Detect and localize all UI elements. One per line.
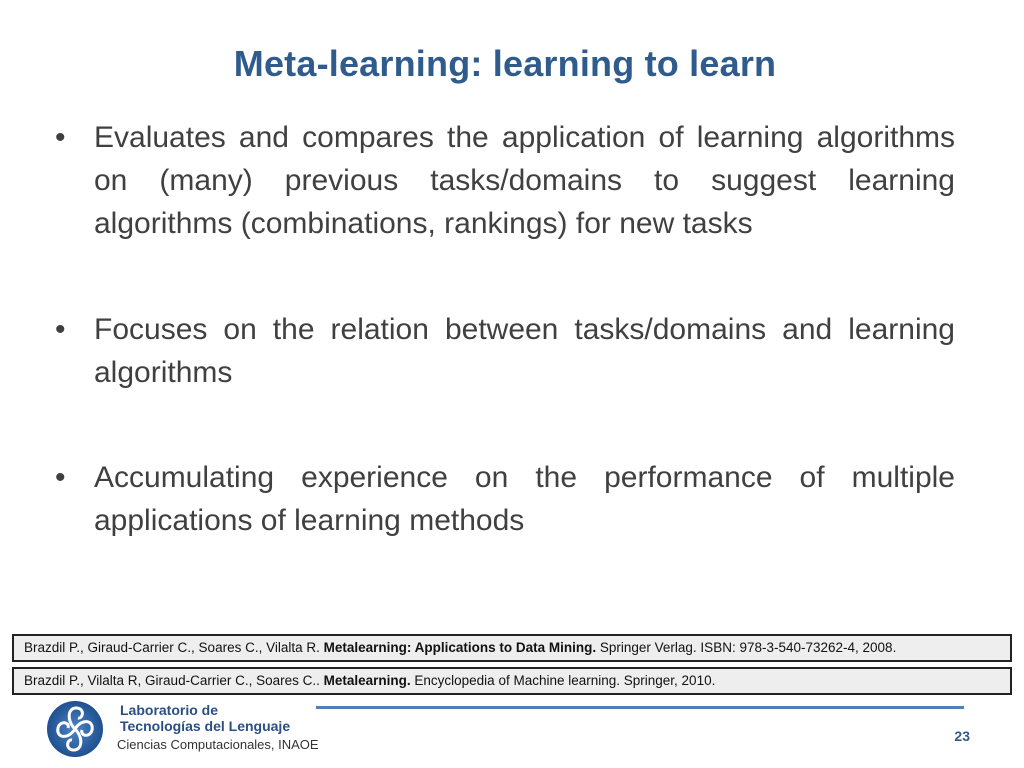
slide-title: Meta-learning: learning to learn [233, 43, 777, 84]
reference-box [12, 667, 1012, 695]
reference-box [12, 634, 1012, 662]
bullet-item [50, 456, 955, 542]
reference-authors: Brazdil P., Vilalta R, Giraud-Carrier C., Soares C.. [24, 673, 324, 688]
lab-name [120, 702, 290, 734]
bullet-dot: • [55, 461, 66, 494]
reference-details: Springer Verlag. ISBN: 978-3-540-73262-4, 2008. [596, 640, 897, 655]
reference-authors: Brazdil P., Giraud-Carrier C., Soares C., Vilalta R. [24, 640, 324, 655]
bullet-dot: • [55, 121, 66, 154]
bullet-item [50, 116, 955, 245]
swirl-logo-icon [42, 698, 108, 760]
reference-title: Metalearning. [323, 673, 411, 688]
lab-subtitle: Ciencias Computacionales, INAOE [117, 737, 319, 752]
lab-name-line1: Laboratorio de [120, 702, 219, 718]
lab-name-line2: Tecnologías del Lenguaje [120, 718, 291, 734]
bullet-item [50, 308, 955, 394]
bullet-text: Evaluates and compares the application of learning algorithms on (many) previous tasks/domains to suggest learning algorithms (combinations, rankings) for new tasks [94, 121, 955, 240]
bullet-list [50, 116, 955, 542]
page-number: 23 [954, 728, 970, 744]
bullet-text: Accumulating experience on the performance of multiple applications of learning methods [94, 461, 955, 537]
footer-divider [316, 706, 964, 709]
bullet-dot: • [55, 313, 66, 346]
reference-title: Metalearning: Applications to Data Mining. [323, 640, 597, 655]
bullet-text: Focuses on the relation between tasks/domains and learning algorithms [94, 313, 955, 389]
reference-details: Encyclopedia of Machine learning. Springer, 2010. [410, 673, 716, 688]
